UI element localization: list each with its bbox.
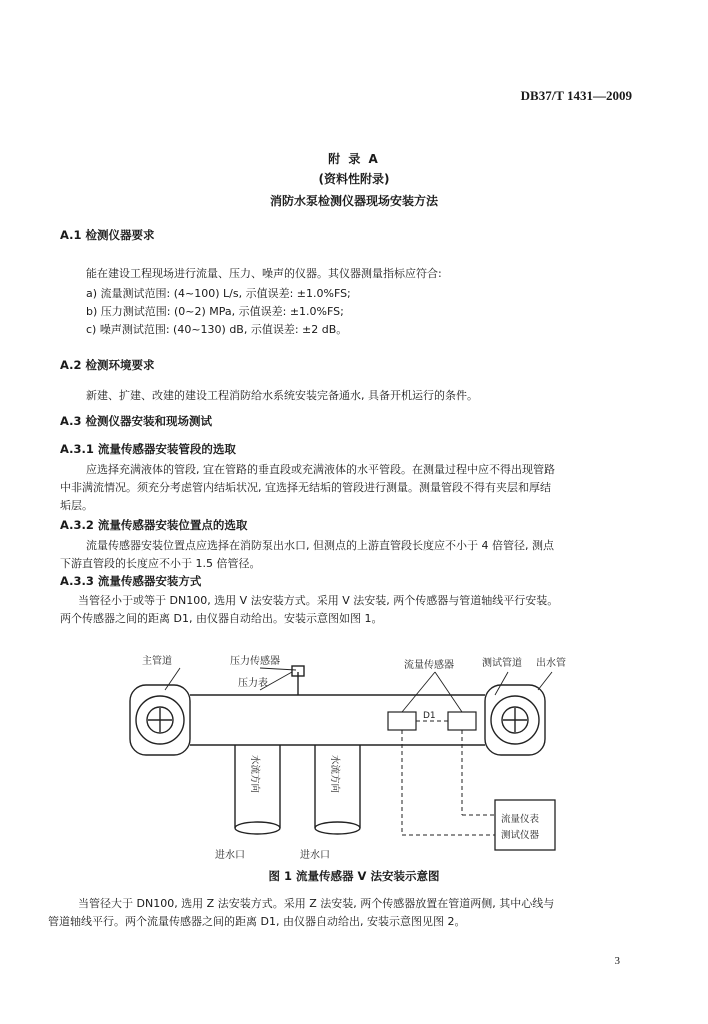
label-d1: D1 [423, 711, 436, 721]
a33-line-2: 两个传感器之间的距离 D1, 由仪器自动给出。安装示意图如图 1。 [60, 612, 383, 625]
figure-caption: 图 1 流量传感器 V 法安装示意图 [268, 869, 440, 883]
a31-line-3: 垢层。 [60, 499, 93, 512]
label-pressure-gauge: 压力表 [238, 678, 268, 689]
a1-item-b: b) 压力测试范围: (0~2) MPa, 示值误差: ±1.0%FS; [86, 305, 344, 318]
label-box-line2: 测试仪器 [501, 830, 540, 841]
z-method-line-2: 管道轴线平行。两个流量传感器之间的距离 D1, 由仪器自动给出, 安装示意图见图 2。 [48, 915, 466, 928]
a32-line-1: 流量传感器安装位置点应选择在消防泵出水口, 但测点的上游直管段长度应不小于 4 倍管径, 测点 [86, 539, 554, 552]
label-outlet-pipe: 出水管 [536, 658, 566, 669]
a32-line-2: 下游直管段的长度应不小于 1.5 倍管径。 [60, 557, 261, 570]
flow-sensor-left [388, 712, 416, 730]
appendix-title: 附 录 A [328, 152, 380, 166]
a31-line-2: 中非满流情况。须充分考虑管内结垢状况, 宜选择无结垢的管段进行测量。测量管段不得有夹层和厚结 [60, 481, 551, 494]
v-method-installation-diagram [120, 650, 580, 865]
page-number: 3 [614, 955, 620, 967]
a1-item-c: c) 噪声测试范围: (40~130) dB, 示值误差: ±2 dB。 [86, 323, 348, 336]
appendix-nature: (资料性附录) [318, 172, 390, 186]
label-flow-sensor: 流量传感器 [404, 660, 454, 671]
label-box-line1: 流量仪表 [501, 814, 540, 825]
appendix-name: 消防水泵检测仪器现场安装方法 [269, 194, 438, 208]
section-a32-heading: A.3.2 流量传感器安装位置点的选取 [60, 518, 248, 532]
a1-item-a: a) 流量测试范围: (4~100) L/s, 示值误差: ±1.0%FS; [86, 287, 351, 300]
a1-intro: 能在建设工程现场进行流量、压力、噪声的仪器。其仪器测量指标应符合: [86, 267, 442, 280]
a31-line-1: 应选择充满液体的管段, 宜在管路的垂直段或充满液体的水平管段。在测量过程中应不得出现管路 [86, 463, 555, 476]
section-a33-heading: A.3.3 流量传感器安装方式 [60, 574, 202, 588]
label-flow-direction-1: 水流方向 [249, 755, 260, 794]
flow-sensor-right [448, 712, 476, 730]
z-method-line-1: 当管径大于 DN100, 选用 Z 法安装方式。采用 Z 法安装, 两个传感器放置在管道两侧, 其中心线与 [78, 897, 555, 910]
label-main-pipe: 主管道 [142, 656, 172, 667]
label-inlet-1: 进水口 [215, 850, 245, 861]
section-a31-heading: A.3.1 流量传感器安装管段的选取 [60, 442, 236, 456]
a33-line-1: 当管径小于或等于 DN100, 选用 V 法安装方式。采用 V 法安装, 两个传感器与管道轴线平行安装。 [78, 594, 559, 607]
section-a3-heading: A.3 检测仪器安装和现场测试 [60, 414, 212, 428]
label-flow-direction-2: 水流方向 [329, 755, 340, 794]
label-inlet-2: 进水口 [300, 850, 330, 861]
label-test-pipe: 测试管道 [482, 658, 522, 669]
label-pressure-sensor: 压力传感器 [230, 656, 280, 667]
standard-number: DB37/T 1431—2009 [520, 88, 632, 103]
flow-meter-box [495, 800, 555, 850]
a2-text: 新建、扩建、改建的建设工程消防给水系统安装完备通水, 具备开机运行的条件。 [86, 389, 478, 402]
section-a1-heading: A.1 检测仪器要求 [60, 228, 155, 242]
section-a2-heading: A.2 检测环境要求 [60, 358, 155, 372]
